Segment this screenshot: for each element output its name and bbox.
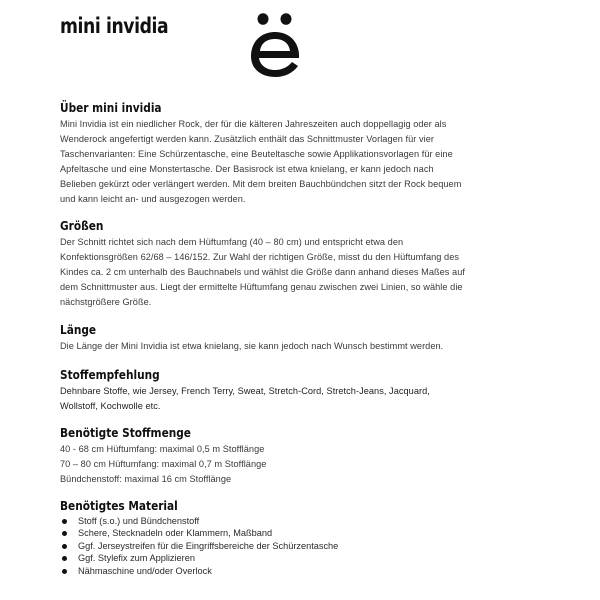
fabric-line: Dehnbare Stoffe, wie Jersey, French Terry, Sweat, Stretch-Cord, Stretch-Jeans, Jacquard, (60, 386, 430, 396)
list-item (60, 527, 580, 539)
material-item-label: Schere, Stecknadeln oder Klammern, Maßband (78, 528, 273, 539)
section-fabric-amount (60, 426, 580, 487)
document-content (60, 101, 580, 577)
section-heading-fabric: Stoffempfehlung (60, 368, 160, 382)
sizes-line: Konfektionsgrößen 62/68 – 146/152. Zur Wahl der richtigen Größe, misst du den Hüftumfang des (60, 252, 460, 262)
about-line: Belieben gekürzt oder verlängert werden. Mit dem breiten Bauchbündchen sitzt der Rock bequem (60, 179, 462, 189)
list-item (60, 565, 580, 577)
about-line: und kann leicht an- und ausgezogen werden. (60, 194, 246, 204)
section-sizes (60, 219, 580, 310)
bullet-icon (62, 556, 67, 561)
sizes-line: nächstgrößere Größe. (60, 297, 152, 307)
material-list (60, 515, 580, 577)
section-fabric (60, 368, 580, 414)
section-heading-fabric-amount: Benötigte Stoffmenge (60, 426, 191, 440)
material-item-label: Stoff (s.o.) und Bündchenstoff (78, 516, 200, 526)
section-length (60, 323, 580, 354)
length-line: Die Länge der Mini Invidia ist etwa knielang, sie kann jedoch nach Wunsch bestimmt werden. (60, 341, 444, 351)
bullet-icon (62, 544, 67, 549)
list-item (60, 552, 580, 564)
bullet-icon (62, 569, 67, 574)
section-heading-sizes: Größen (60, 219, 104, 233)
list-item (60, 515, 580, 527)
bullet-icon (62, 531, 67, 536)
list-item (60, 540, 580, 552)
about-line: Taschenvarianten: Eine Schürzentasche, eine Beuteltasche sowie Applikationsvorlagen für eine (60, 149, 453, 159)
bullet-icon (62, 519, 67, 524)
sizes-line: dem Schnittmuster aus. Liegt der ermittelte Hüftumfang genau zwischen zwei Linien, so wähle die (60, 282, 463, 292)
section-material (60, 499, 580, 577)
sizes-line: Der Schnitt richtet sich nach dem Hüftumfang (40 – 80 cm) und entspricht etwa den (60, 237, 404, 247)
amount-line: 40 - 68 cm Hüftumfang: maximal 0,5 m Stofflänge (60, 444, 265, 454)
about-line: Apfeltasche und eine Monstertasche. Der Basisrock ist etwa knielang, er kann jedoch nach (60, 164, 434, 174)
e-umlaut-logo-icon (246, 10, 304, 80)
sizes-line: Kindes ca. 2 cm unterhalb des Bauchnabels und wählst die Größe dann anhand dieses Maßes auf (60, 267, 465, 277)
section-heading-about: Über mini invidia (60, 101, 162, 115)
about-line: Wenderock angefertigt werden kann. Zusätzlich enthält das Schnittmuster Vorlagen für vier (60, 134, 435, 144)
material-item-label: Ggf. Stylefix zum Applizieren (78, 553, 195, 564)
material-item-label: Nähmaschine und/oder Overlock (78, 565, 212, 576)
material-item-label: Ggf. Jerseystreifen für die Eingriffsbereiche der Schürzentasche (78, 540, 339, 551)
amount-line: Bündchenstoff: maximal 16 cm Stofflänge (60, 474, 232, 484)
page-title: mini invidia (60, 14, 169, 38)
brand-logo (246, 10, 304, 80)
about-line: Mini Invidia ist ein niedlicher Rock, der für die kälteren Jahreszeiten auch doppellagig oder als (60, 119, 447, 129)
section-heading-length: Länge (60, 323, 97, 337)
section-heading-material: Benötigtes Material (60, 499, 178, 513)
amount-line: 70 – 80 cm Hüftumfang: maximal 0,7 m Stofflänge (60, 459, 267, 469)
fabric-line: Wollstoff, Kochwolle etc. (60, 401, 161, 411)
section-about (60, 101, 580, 207)
